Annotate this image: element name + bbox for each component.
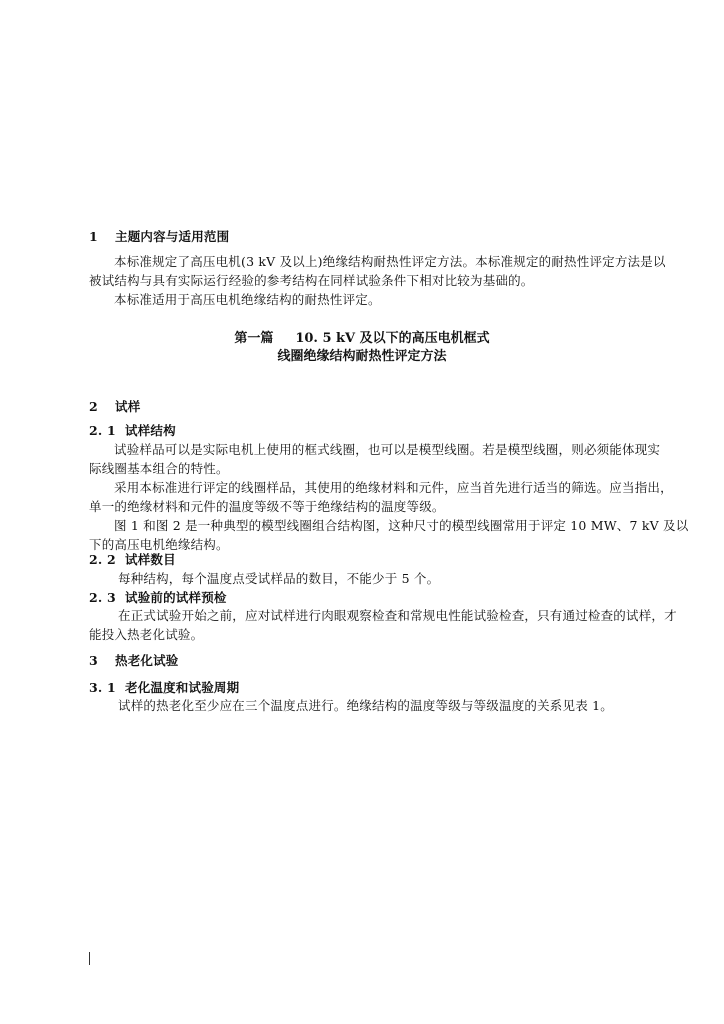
section-number: 1 [89, 229, 98, 244]
subsection-3-1-heading [89, 680, 239, 696]
subsection-2-2-heading [89, 552, 176, 568]
part-title-line-1 [0, 330, 724, 348]
section-3-heading [89, 653, 179, 669]
paragraph-line: 试验样品可以是实际电机上使用的框式线圈，也可以是模型线圈。若是模型线圈，则必须能体现实 [114, 442, 661, 457]
section-1-heading [89, 229, 229, 245]
part-title-text: 线圈绝缘结构耐热性评定方法 [277, 349, 447, 364]
subsection-title: 试样结构 [125, 423, 176, 438]
subsection-number: 3. 1 [89, 680, 116, 695]
subsection-title: 试验前的试样预检 [125, 590, 227, 605]
subsection-2-1-heading [89, 423, 176, 439]
subsection-2-3-heading [89, 590, 227, 606]
paragraph-line: 采用本标准进行评定的线圈样品，其使用的绝缘材料和元件，应当首先进行适当的筛选。应当指出， [114, 480, 673, 495]
section-2-heading [89, 399, 140, 415]
section-number: 2 [89, 399, 98, 414]
section-number: 3 [89, 653, 98, 668]
subsection-number: 2. 1 [89, 423, 116, 438]
paragraph-line: 下的高压电机绝缘结构。 [89, 537, 229, 552]
part-title-text: 10. 5 kV 及以下的高压电机框式 [295, 331, 490, 346]
subsection-title: 试样数目 [125, 552, 176, 567]
paragraph-line: 每种结构，每个温度点受试样品的数目，不能少于 5 个。 [118, 571, 440, 586]
paragraph-line: 际线圈基本组合的特性。 [89, 461, 229, 476]
part-title-line-2 [0, 348, 724, 366]
subsection-number: 2. 2 [89, 552, 116, 567]
section-title: 主题内容与适用范围 [115, 229, 230, 244]
paragraph-line: 本标准规定了高压电机(3 kV 及以上)绝缘结构耐热性评定方法。本标准规定的耐热性评定方法是以 [114, 254, 666, 269]
subsection-title: 老化温度和试验周期 [125, 680, 240, 695]
page-edge-mark [89, 952, 90, 965]
paragraph-line: 本标准适用于高压电机绝缘结构的耐热性评定。 [114, 292, 381, 307]
subsection-number: 2. 3 [89, 590, 116, 605]
section-title: 热老化试验 [115, 653, 179, 668]
paragraph-line: 在正式试验开始之前，应对试样进行肉眼观察检查和常规电性能试验检查，只有通过检查的试样，才 [118, 608, 677, 623]
part-label: 第一篇 [234, 331, 274, 346]
section-title: 试样 [115, 399, 141, 414]
paragraph-line: 图 1 和图 2 是一种典型的模型线圈组合结构图，这种尺寸的模型线圈常用于评定 10 MW、7 kV 及以 [114, 518, 689, 533]
paragraph-line: 单一的绝缘材料和元件的温度等级不等于绝缘结构的温度等级。 [89, 499, 445, 514]
paragraph-line: 被试结构与具有实际运行经验的参考结构在同样试验条件下相对比较为基础的。 [89, 273, 534, 288]
paragraph-line: 能投入热老化试验。 [89, 627, 204, 642]
paragraph-line: 试样的热老化至少应在三个温度点进行。绝缘结构的温度等级与等级温度的关系见表 1。 [118, 698, 613, 713]
